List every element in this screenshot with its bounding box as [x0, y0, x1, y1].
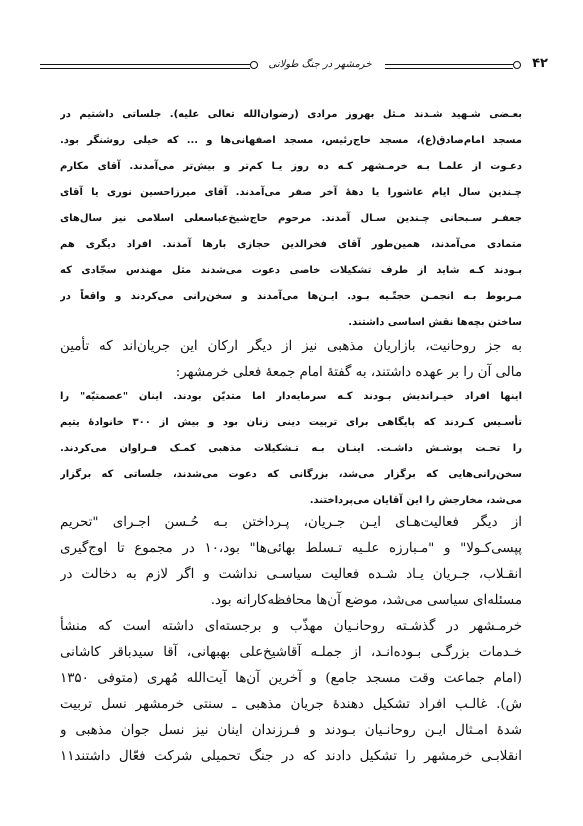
quote-line: چـندین سال ایام عاشورا یا دهۀ آخر صفر می‌آمدند. آقای میرزاحسین نوری یا آقای [60, 187, 522, 198]
paragraph-line: پپسی‌کـولا" و "مـبارزه علـیه تـسلط بهائی‌ها" بود،۱۰ در مجموع تا اوج‌گیری [60, 541, 522, 556]
quote-line: بعـضی شـهید شـدند مـثل بهروز مرادی (رضوان‌الله تعالی علیه). جلساتی داشتیم در [60, 109, 522, 120]
paragraph-line: مسئله‌ای سیاسی می‌شد، موضع آن‌ها محافظه‌کارانه بود. [210, 593, 522, 608]
header-ornament-right [513, 61, 521, 69]
quote-line: متمادی می‌آمدند، همین‌طور آقای فخرالدین حجازی بارها آمدند. افراد دیگری هم [60, 239, 522, 250]
paragraph-line: انقـلاب، جـریان یـاد شـده فعالیت سیاسـی نداشت و اگر لازم به دخالت در [60, 567, 522, 582]
paragraph-line: (امام جماعت وقت مسجد جامع) و آخرین آن‌ها آیت‌الله مُهری (متوفی ۱۳۵۰ [60, 671, 522, 686]
quote-line: را تحـت پوشـش داشـت. اینـان بـه تـشکیلات مذهبی کمـک فـراوان می‌کردند. [60, 443, 522, 454]
quote-block-2 [60, 384, 522, 514]
running-title: خرمشهر در جنگ طولانی [268, 59, 372, 70]
quote-line: بـودند کـه شاید از طرف تشکیلات خاصی دعوت می‌شدند مثل مهندس سجّادی که [60, 265, 522, 276]
paragraph-line: مالی آن را بر عهده داشتند، به گفتۀ امام جمعۀ فعلی خرمشهر: [175, 365, 522, 380]
header-rule-right [385, 64, 513, 69]
quote-line: مـربوط بـه انجمـن حجتّـیه بـود. ایـن‌ها می‌آمدند و سخن‌رانی می‌کردند و واقعاً در [60, 291, 522, 302]
paragraph-line: از دیگر فعالیت‌هـای ایـن جـریان، پـرداختن بـه حُـسن اجـرای "تحریم [60, 515, 522, 530]
page-header [40, 56, 548, 80]
quote-line: ساختن بچه‌ها نقش اساسی داشتند. [348, 317, 522, 328]
page-number: ۴۲ [532, 56, 548, 71]
quote-line: می‌شد، مخارجش را این آقایان می‌پرداختند. [309, 495, 522, 506]
paragraph-2 [60, 510, 522, 614]
header-rule-left [40, 64, 250, 69]
quote-line: جعفـر سـبحانی چـندین سـال آمدند. مرحوم حاج‌شیخ‌عباسعلی اسلامی نیز سال‌های [60, 213, 522, 224]
paragraph-1 [60, 334, 522, 386]
quote-line: دعـوت از علمـا بـه خرمـشهر کـه ده روز یـا کم‌تر و بیش‌تر می‌آمدند. آقای مکارم [60, 161, 522, 172]
quote-block-1 [60, 102, 522, 336]
header-ornament-left [250, 61, 258, 69]
paragraph-line: خرمـشهر در گذشـته روحانـیان مهذّب و برجسته‌ای داشته است که منشأ [60, 619, 522, 634]
paragraph-line: به جز روحانیت، بازاریان مذهبی نیز از دیگر ارکان این جریان‌اند که تأمین [60, 339, 522, 354]
paragraph-line: ش). غالـب افراد تشکیل دهندۀ جریان مذهبی ـ سنتی خرمشهر نسل تربیت [60, 697, 522, 712]
quote-line: سخن‌رانی‌هایی که برگزار می‌شد، بزرگانی که دعوت می‌شدند، جلساتی که برگزار [60, 469, 522, 480]
quote-line: تأسـیس کـردند که پایگاهی برای تربیت دینی زنان بود و بیش از ۳۰۰ خانوادۀ یتیم [60, 417, 522, 428]
paragraph-line: انقلابـی خرمشهر را تشکیل دادند که در جنگ تحمیلی شرکت فعّال داشتند۱۱ [60, 749, 522, 764]
paragraph-line: شدۀ امـثال ایـن روحانـیان بـودند و فـرزندان اینان نیز نسل جوان مذهبی و [60, 723, 522, 738]
quote-line: مسجد امام‌صادق(ع)، مسجد حاج‌رئیس، مسجد اصفهانی‌ها و ... که خیلی روشنگر بود. [60, 135, 522, 146]
paragraph-line: خـدمات بزرگـی بـوده‌انـد، از جملـه آقاشیخ‌علی بهبهانی، آقا سیدباقر کاشانی [60, 645, 522, 660]
paragraph-3 [60, 614, 522, 770]
quote-line: اینها افراد خیـراندیش بـودند کـه سرمایه‌دار اما متدیّن بودند. اینان "عصمتیّه" را [60, 391, 522, 402]
